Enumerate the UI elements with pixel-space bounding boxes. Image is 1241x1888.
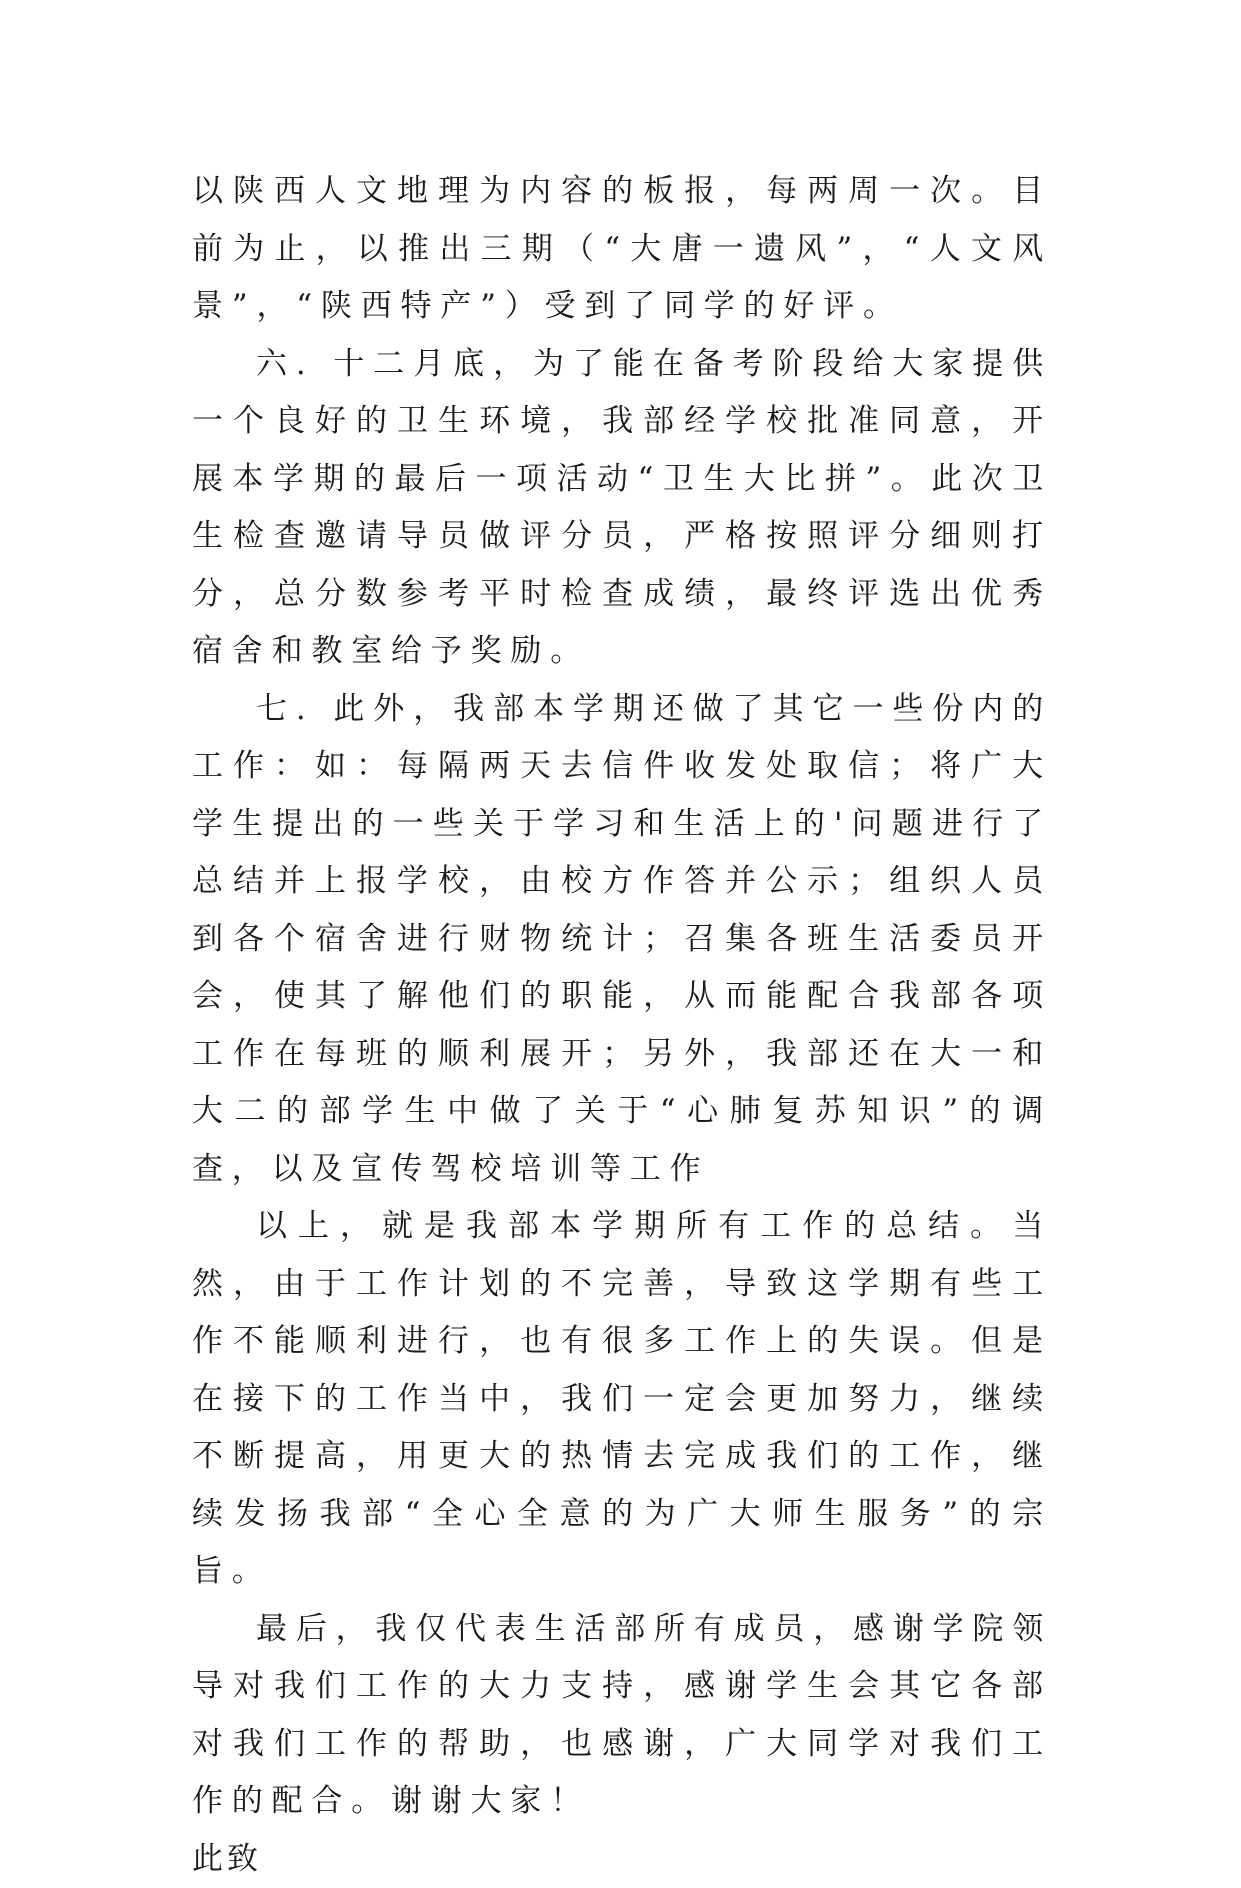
closing-salutation: 此致 <box>192 1831 1052 1888</box>
paragraph-item-seven-other-work: 七. 此外，我部本学期还做了其它一些份内的工作：如：每隔两天去信件收发处取信；将广大学生提出的一些关于学习和生活上的'问题进行了总结并上报学校，由校方作答并公示；组织人员到各个宿舍进行财物统计；召集各班生活委员开会，使其了解他们的职能，从而能配合我部各项工作在每班的顺利展开；另外，我部还在大一和大二的部学生中做了关于“心肺复苏知识”的调查，以及宣传驾校培训等工作 <box>192 681 1052 1199</box>
paragraph-thanks: 最后，我仅代表生活部所有成员，感谢学院领导对我们工作的大力支持，感谢学生会其它各部对我们工作的帮助，也感谢，广大同学对我们工作的配合。谢谢大家！ <box>192 1601 1052 1831</box>
paragraph-banner-report: 以陕西人文地理为内容的板报，每两周一次。目前为止，以推出三期（“大唐一遗风”，“人文风景”，“陕西特产”）受到了同学的好评。 <box>192 163 1052 336</box>
paragraph-summary: 以上，就是我部本学期所有工作的总结。当然，由于工作计划的不完善，导致这学期有些工作不能顺利进行，也有很多工作上的失误。但是在接下的工作当中，我们一定会更加努力，继续不断提高，用更大的热情去完成我们的工作，继续发扬我部“全心全意的为广大师生服务”的宗旨。 <box>192 1198 1052 1601</box>
document-page <box>192 163 1052 1888</box>
paragraph-item-six-hygiene-contest: 六. 十二月底，为了能在备考阶段给大家提供一个良好的卫生环境，我部经学校批准同意，开展本学期的最后一项活动“卫生大比拼”。此次卫生检查邀请导员做评分员，严格按照评分细则打分，总分数参考平时检查成绩，最终评选出优秀宿舍和教室给予奖励。 <box>192 336 1052 681</box>
